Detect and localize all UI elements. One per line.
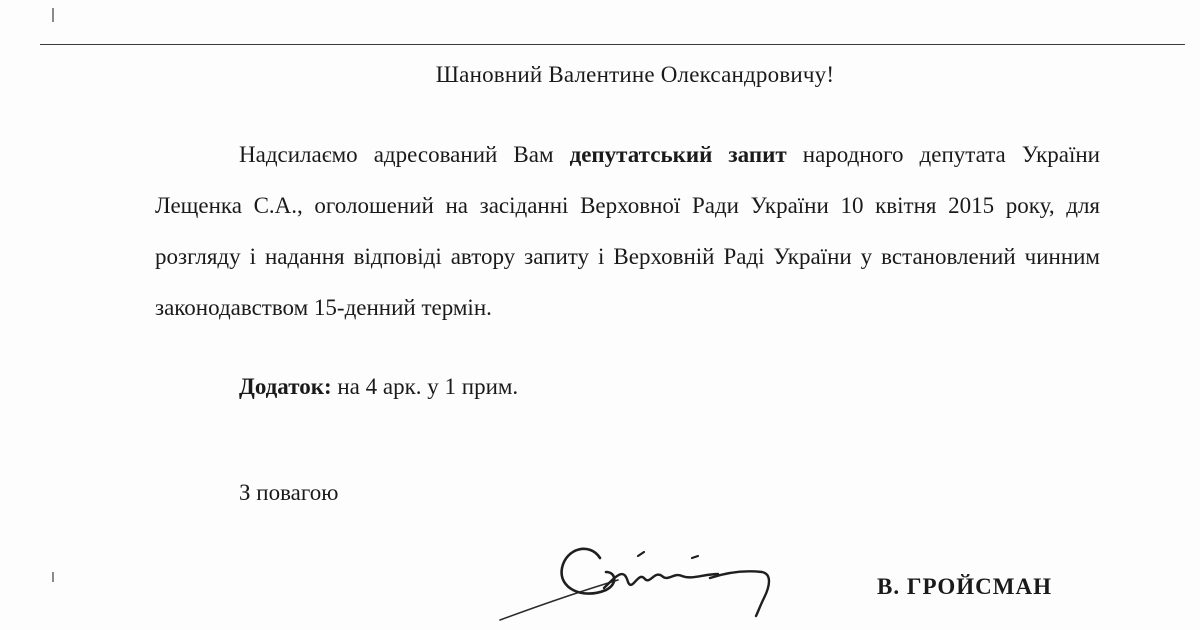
attachment-label: Додаток: (239, 374, 332, 399)
closing-phrase: З повагою (239, 480, 339, 505)
signature-stroke (710, 571, 769, 616)
handwritten-signature-icon (478, 528, 798, 628)
body-text-part1: Надсилаємо адресований Вам (239, 142, 570, 167)
body-text-part2: народного депутата України Лещенка С.А., оголошений на засіданні Верховної Ради України 10 квітня 2015 року, для розгляду і надання відповіді автору запиту і Верховній Раді України у встановлений чинним законодавством 15-денний термін. (155, 142, 1100, 320)
main-paragraph (155, 129, 1100, 333)
signer-name: В. ГРОЙСМАН (877, 574, 1052, 599)
letter-body (155, 129, 1100, 333)
signature-stroke (500, 580, 618, 620)
attachment-line (239, 374, 518, 400)
header-rule (40, 44, 1185, 45)
scan-edge-mark (52, 8, 54, 22)
scan-edge-mark (52, 572, 54, 582)
signature-stroke (638, 552, 644, 556)
signature-stroke (692, 556, 698, 558)
attachment-text: на 4 арк. у 1 прим. (331, 374, 519, 399)
deputy-request-emphasis: депутатський запит (569, 142, 787, 167)
salutation: Шановний Валентине Олександровичу! (435, 62, 835, 87)
signature-stroke (604, 574, 718, 588)
